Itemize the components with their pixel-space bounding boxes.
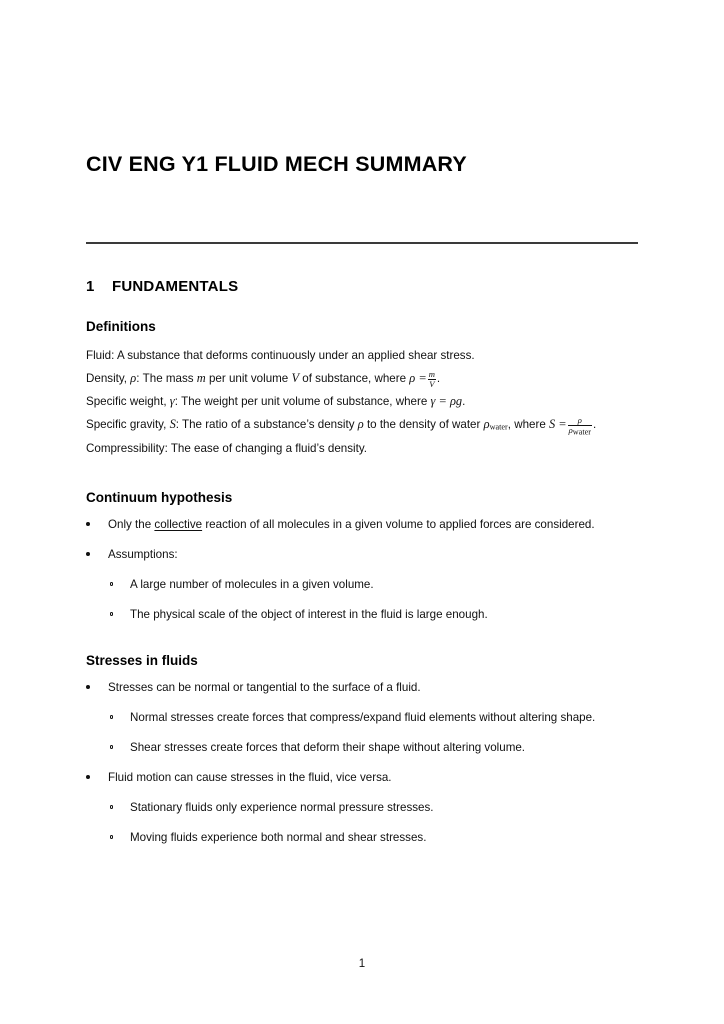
bullet-dot-icon	[86, 522, 90, 526]
list-item	[108, 739, 646, 756]
bullet-circle-icon	[110, 612, 113, 615]
list-item	[108, 799, 646, 816]
specific-weight-text: : The weight per unit volume of substance, where	[174, 395, 428, 408]
continuum-bullet-0-before: Only the	[108, 518, 155, 532]
bullet-dot-icon	[86, 685, 90, 689]
density-var-m: m	[196, 371, 206, 385]
stresses-bullet-0-sublist	[108, 709, 646, 756]
compressibility-text: The ease of changing a fluid’s density.	[167, 442, 367, 456]
list-item	[86, 546, 646, 623]
definition-density-text-c: of substance, where	[302, 372, 407, 385]
assumption-0-text: A large number of molecules in a given volume.	[130, 578, 374, 592]
definition-density-term: Density,	[86, 372, 128, 385]
list-item	[108, 829, 646, 846]
stresses-sub-0-0-text: Normal stresses create forces that compress/expand fluid elements without altering shape.	[130, 711, 596, 725]
subheading-stresses-in-fluids: Stresses in fluids	[86, 653, 198, 669]
stresses-bullet-0-text: Stresses can be normal or tangential to the surface of a fluid.	[108, 681, 421, 695]
specific-gravity-period: .	[592, 418, 597, 431]
continuum-bullet-1-label: Assumptions:	[108, 548, 178, 562]
definition-specific-gravity	[86, 413, 646, 438]
definition-density-text-a: : The mass	[136, 372, 194, 385]
title-divider	[86, 242, 638, 244]
bullet-circle-icon	[110, 805, 113, 808]
density-var-v: V	[291, 371, 300, 385]
stresses-sub-1-1-text: Moving fluids experience both normal and shear stresses.	[130, 831, 427, 845]
section-number: 1	[86, 278, 95, 295]
definition-density-text-b: per unit volume	[208, 372, 289, 385]
stresses-sub-0-1-text: Shear stresses create forces that deform their shape without altering volume.	[130, 741, 526, 755]
list-item	[108, 606, 646, 623]
density-period: .	[436, 372, 441, 385]
continuum-bullet-0-after: reaction of all molecules in a given volume to applied forces are considered.	[202, 518, 595, 532]
list-item	[108, 576, 646, 593]
specific-gravity-text-c: , where	[507, 418, 546, 431]
bullet-dot-icon	[86, 552, 90, 556]
continuum-bullet-0-underlined: collective	[154, 518, 203, 532]
specific-weight-period: .	[462, 395, 466, 408]
specific-gravity-rho-water	[484, 417, 508, 431]
specific-weight-equation: γ = ρg	[430, 394, 463, 408]
stresses-sub-1-0-text: Stationary fluids only experience normal pressure stresses.	[130, 801, 434, 815]
bullet-circle-icon	[110, 715, 113, 718]
bullet-circle-icon	[110, 835, 113, 838]
subheading-definitions: Definitions	[86, 319, 156, 334]
density-symbol: ρ	[130, 371, 137, 385]
document-content	[86, 278, 646, 859]
fraction-den-base: ρ	[568, 424, 573, 435]
rho-water-base: ρ	[483, 417, 490, 431]
specific-gravity-text-a: : The ratio of a substance’s density	[175, 418, 355, 431]
subheading-continuum-hypothesis: Continuum hypothesis	[86, 490, 233, 506]
list-item	[86, 679, 646, 756]
stresses-bullet-1-text: Fluid motion can cause stresses in the fluid, vice versa.	[108, 771, 392, 785]
density-fraction-numerator: m	[428, 369, 435, 380]
stresses-bullet-list	[86, 679, 646, 846]
density-equation-lhs: ρ =	[409, 371, 427, 385]
bullet-circle-icon	[110, 745, 113, 748]
page-number: 1	[358, 958, 366, 970]
definition-fluid-term: Fluid:	[86, 349, 115, 362]
list-item	[108, 709, 646, 726]
compressibility-term: Compressibility:	[86, 442, 168, 456]
list-item	[86, 769, 646, 846]
definition-compressibility	[86, 438, 646, 460]
definition-fluid-text: A substance that deforms continuously under an applied shear stress.	[114, 349, 475, 362]
specific-gravity-symbol: S	[169, 417, 176, 431]
list-item	[86, 516, 646, 533]
rho-water-subscript: water	[489, 422, 508, 432]
section-title: FUNDAMENTALS	[112, 278, 239, 295]
specific-gravity-text-b: to the density of water	[366, 418, 481, 431]
specific-gravity-equation-lhs: S =	[549, 417, 567, 431]
assumption-1-text: The physical scale of the object of interest in the fluid is large enough.	[130, 608, 488, 622]
section-heading-fundamentals	[86, 278, 646, 295]
fraction-den-subscript: water	[572, 427, 591, 437]
bullet-dot-icon	[86, 775, 90, 779]
page-title: CIV ENG Y1 FLUID MECH SUMMARY	[86, 152, 467, 177]
specific-weight-symbol: γ	[169, 394, 175, 408]
stresses-bullet-1-sublist	[108, 799, 646, 846]
definition-fluid	[86, 345, 646, 367]
density-fraction-denominator: V	[429, 378, 435, 389]
definition-density	[86, 367, 646, 390]
specific-weight-term: Specific weight,	[86, 395, 167, 408]
continuum-assumptions-sublist	[108, 576, 646, 623]
continuum-bullet-list	[86, 516, 646, 623]
density-fraction	[428, 370, 436, 389]
specific-gravity-fraction-numerator: ρ	[577, 415, 582, 426]
specific-gravity-fraction-denominator	[568, 425, 592, 437]
specific-gravity-fraction	[568, 416, 592, 437]
definition-specific-weight	[86, 390, 646, 413]
bullet-circle-icon	[110, 582, 113, 585]
specific-gravity-rho: ρ	[357, 417, 364, 431]
specific-gravity-term: Specific gravity,	[86, 418, 167, 431]
